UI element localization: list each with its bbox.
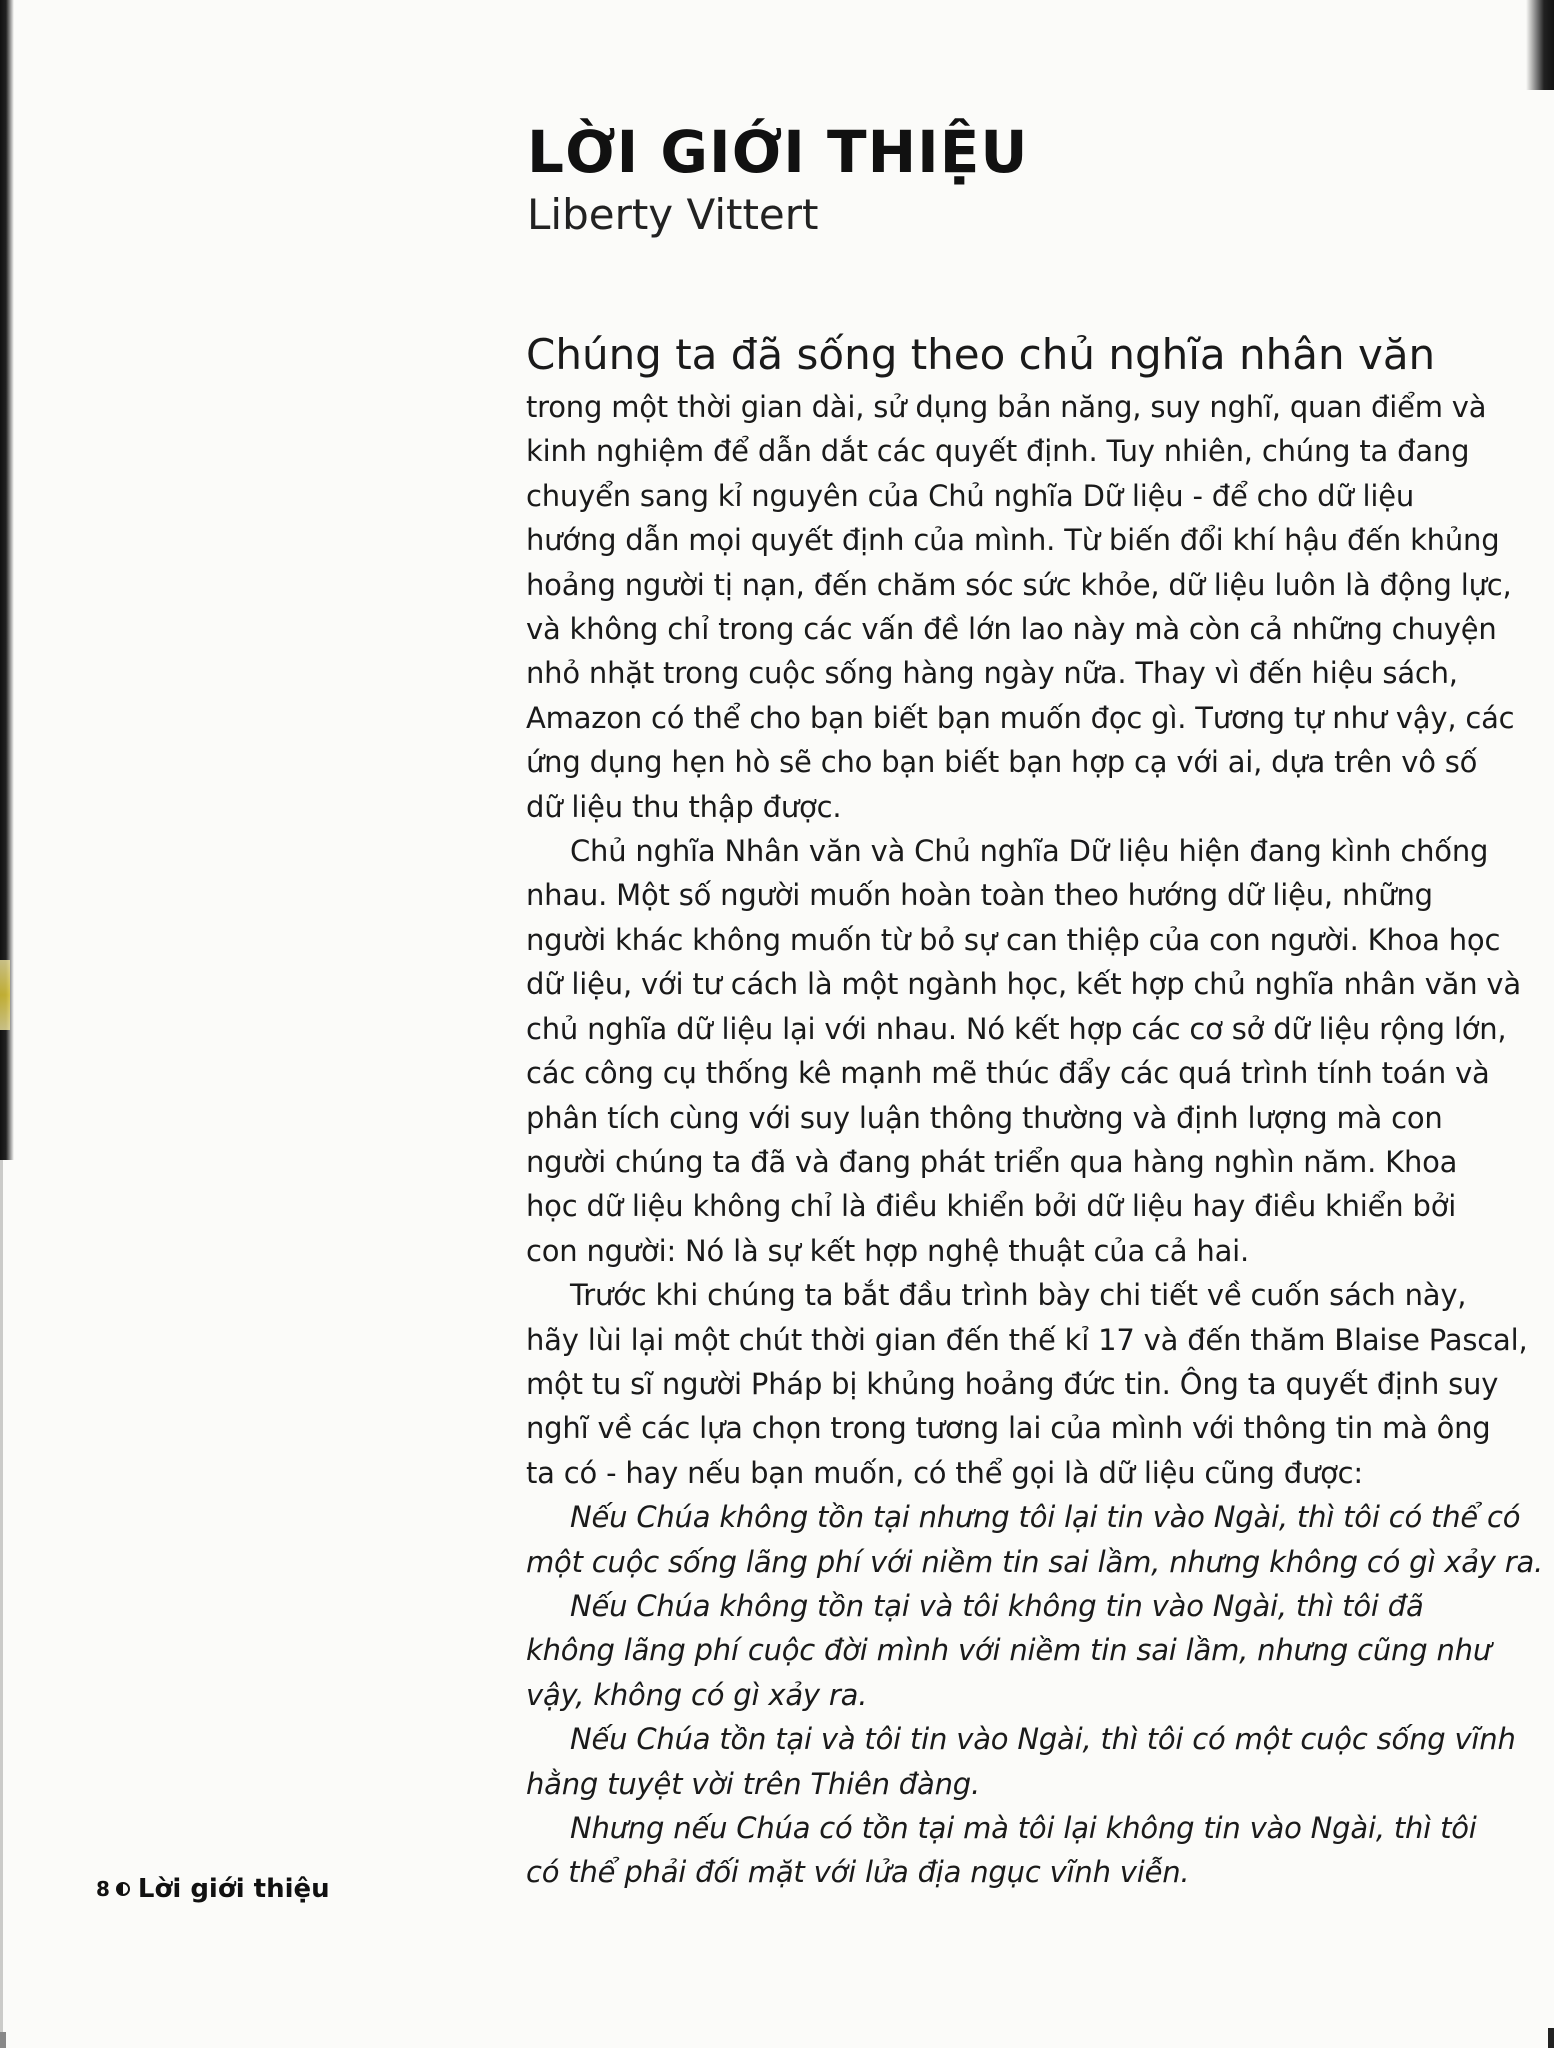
- body-text: [526, 325, 1544, 1895]
- paragraph-2-line: học dữ liệu không chỉ là điều khiển bởi dữ liệu hay điều khiển bởi: [526, 1189, 1457, 1224]
- footer-section-title: Lời giới thiệu: [137, 1874, 330, 1904]
- paragraph-1-line: và không chỉ trong các vấn đề lớn lao này mà còn cả những chuyện: [526, 612, 1497, 647]
- paragraph-2-line: các công cụ thống kê mạnh mẽ thúc đẩy các quá trình tính toán và: [526, 1056, 1490, 1091]
- paragraph-2-line: chủ nghĩa dữ liệu lại với nhau. Nó kết hợp các cơ sở dữ liệu rộng lớn,: [526, 1011, 1507, 1046]
- paragraph-3-line: nghĩ về các lựa chọn trong tương lai của mình với thông tin mà ông: [526, 1411, 1491, 1446]
- page-number: 8: [96, 1877, 110, 1901]
- quote-1-line: một cuộc sống lãng phí với niềm tin sai lầm, nhưng không có gì xảy ra.: [526, 1544, 1544, 1579]
- paragraph-1-line: hoảng người tị nạn, đến chăm sóc sức khỏe, dữ liệu luôn là động lực,: [526, 567, 1512, 602]
- paragraph-3-line: ta có - hay nếu bạn muốn, có thể gọi là dữ liệu cũng được:: [526, 1455, 1363, 1490]
- paragraph-1-line: nhỏ nhặt trong cuộc sống hàng ngày nữa. Thay vì đến hiệu sách,: [526, 656, 1458, 691]
- paragraph-3-line: hãy lùi lại một chút thời gian đến thế kỉ 17 và đến thăm Blaise Pascal,: [526, 1322, 1528, 1357]
- page-corner-shadow: [1526, 0, 1554, 90]
- paragraph-1-line: ứng dụng hẹn hò sẽ cho bạn biết bạn hợp cạ với ai, dựa trên vô số: [526, 745, 1478, 780]
- running-footer: [96, 1874, 330, 1904]
- quote-1-line: Nếu Chúa không tồn tại nhưng tôi lại tin vào Ngài, thì tôi có thể có: [570, 1500, 1521, 1535]
- paragraph-2-line: nhau. Một số người muốn hoàn toàn theo hướng dữ liệu, những: [526, 878, 1433, 913]
- quote-2-line: không lãng phí cuộc đời mình với niềm tin sai lầm, nhưng cũng như: [526, 1633, 1491, 1668]
- paragraph-2-line: Chủ nghĩa Nhân văn và Chủ nghĩa Dữ liệu hiện đang kình chống: [570, 834, 1489, 869]
- half-circle-icon: [116, 1882, 130, 1896]
- chapter-title: LỜI GIỚI THIỆU: [527, 118, 1029, 186]
- paragraph-1-line: chuyển sang kỉ nguyên của Chủ nghĩa Dữ liệu - để cho dữ liệu: [526, 478, 1415, 513]
- paragraph-2-line: dữ liệu, với tư cách là một ngành học, kết hợp chủ nghĩa nhân văn và: [526, 967, 1521, 1002]
- paragraph-2-line: người khác không muốn từ bỏ sự can thiệp của con người. Khoa học: [526, 922, 1501, 957]
- page-corner-shadow: [1548, 2028, 1554, 2048]
- paragraph-1-line: hướng dẫn mọi quyết định của mình. Từ biến đổi khí hậu đến khủng: [526, 523, 1500, 558]
- quote-2-line: Nếu Chúa không tồn tại và tôi không tin vào Ngài, thì tôi đã: [570, 1588, 1424, 1623]
- paragraph-1-line: trong một thời gian dài, sử dụng bản năng, suy nghĩ, quan điểm và: [526, 390, 1487, 424]
- paragraph-1-line: kinh nghiệm để dẫn dắt các quyết định. Tuy nhiên, chúng ta đang: [526, 434, 1470, 469]
- chapter-author: Liberty Vittert: [527, 190, 819, 239]
- lead-line: Chúng ta đã sống theo chủ nghĩa nhân văn: [526, 330, 1436, 379]
- page-bookmark-tab: [0, 960, 10, 1030]
- paragraph-2-line: con người: Nó là sự kết hợp nghệ thuật của cả hai.: [526, 1233, 1250, 1268]
- quote-3-line: hằng tuyệt vời trên Thiên đàng.: [526, 1766, 980, 1801]
- paragraph-1-line: dữ liệu thu thập được.: [526, 789, 842, 824]
- quote-2-line: vậy, không có gì xảy ra.: [526, 1677, 868, 1712]
- paragraph-2-line: người chúng ta đã và đang phát triển qua hàng nghìn năm. Khoa: [526, 1144, 1458, 1179]
- quote-4-line: Nhưng nếu Chúa có tồn tại mà tôi lại không tin vào Ngài, thì tôi: [570, 1811, 1477, 1845]
- paragraph-3-line: một tu sĩ người Pháp bị khủng hoảng đức tin. Ông ta quyết định suy: [526, 1366, 1499, 1401]
- page-corner-shadow: [0, 2032, 6, 2048]
- quote-3-line: Nếu Chúa tồn tại và tôi tin vào Ngài, thì tôi có một cuộc sống vĩnh: [570, 1722, 1516, 1757]
- page-edge: [0, 1160, 3, 2048]
- paragraph-1-line: Amazon có thể cho bạn biết bạn muốn đọc gì. Tương tự như vậy, các: [526, 700, 1515, 735]
- quote-4-line: có thể phải đối mặt với lửa địa ngục vĩnh viễn.: [526, 1855, 1190, 1890]
- paragraph-2-line: phân tích cùng với suy luận thông thường và định lượng mà con: [526, 1100, 1443, 1135]
- paragraph-3-line: Trước khi chúng ta bắt đầu trình bày chi tiết về cuốn sách này,: [570, 1278, 1467, 1313]
